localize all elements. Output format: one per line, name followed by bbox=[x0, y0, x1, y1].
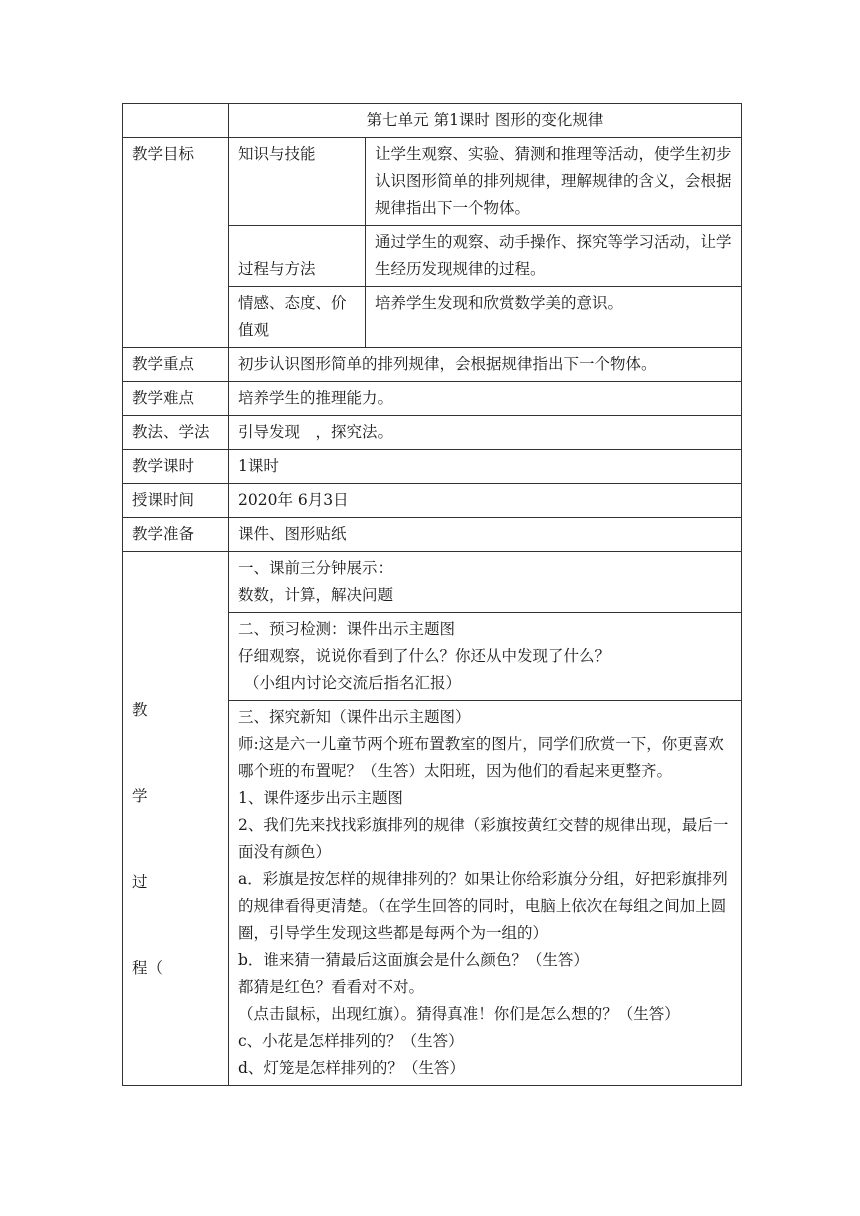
title-blank-cell bbox=[123, 104, 229, 138]
process-line: 1、课件逐步出示主题图 bbox=[238, 789, 403, 807]
info-label: 教学难点 bbox=[123, 382, 229, 416]
objectives-label: 教学目标 bbox=[123, 138, 229, 348]
process-label-spacer bbox=[132, 724, 219, 783]
process-line: 都猜是红色？看看对不对。 bbox=[238, 978, 425, 996]
process-label bbox=[123, 552, 229, 1086]
info-content: 初步认识图形简单的排列规律，会根据规律指出下一个物体。 bbox=[229, 348, 742, 382]
process-line: （点击鼠标，出现红旗）。猜得真准！你们是怎么想的？（生答） bbox=[238, 1005, 680, 1023]
info-label: 授课时间 bbox=[123, 484, 229, 518]
info-label: 教法、学法 bbox=[123, 416, 229, 450]
info-row-date bbox=[123, 484, 742, 518]
objective-label-knowledge: 知识与技能 bbox=[229, 138, 366, 226]
objective-label-process: 过程与方法 bbox=[229, 226, 366, 287]
info-label: 教学课时 bbox=[123, 450, 229, 484]
process-line: c、小花是怎样排列的？（生答） bbox=[238, 1032, 464, 1050]
process-label-spacer bbox=[132, 552, 219, 697]
process-line: 师:这是六一儿童节两个班布置教室的图片，同学们欣赏一下，你更喜欢哪个班的布置呢？（生答）太阳班，因为他们的看起来更整齐。 bbox=[238, 735, 724, 780]
process-line: 仔细观察，说说你看到了什么？你还从中发现了什么？ bbox=[238, 647, 611, 665]
info-content: 引导发现 ，探究法。 bbox=[229, 416, 742, 450]
process-line: 三、探究新知（课件出示主题图） bbox=[238, 708, 471, 726]
process-line: d、灯笼是怎样排列的？（生答） bbox=[238, 1059, 465, 1077]
info-content: 1课时 bbox=[229, 450, 742, 484]
info-content: 2020年 6月3日 bbox=[229, 484, 742, 518]
info-row-preparation bbox=[123, 518, 742, 552]
process-row-warmup bbox=[123, 552, 742, 613]
process-label-char: 教 bbox=[132, 701, 148, 719]
lesson-plan-table bbox=[122, 103, 742, 1086]
process-label-char: 程（ bbox=[132, 959, 164, 977]
lesson-title: 第七单元 第1课时 图形的变化规律 bbox=[229, 104, 742, 138]
process-label-char: 学 bbox=[132, 787, 148, 805]
process-section-explore bbox=[229, 701, 742, 1086]
process-line: b．谁来猜一猜最后这面旗会是什么颜色？（生答） bbox=[238, 951, 589, 969]
info-label: 教学重点 bbox=[123, 348, 229, 382]
process-label-char: 过 bbox=[132, 873, 148, 891]
objective-content-emotion: 培养学生发现和欣赏数学美的意识。 bbox=[366, 287, 742, 348]
objective-row-knowledge bbox=[123, 138, 742, 226]
process-label-spacer bbox=[132, 810, 219, 869]
title-row bbox=[123, 104, 742, 138]
info-content: 课件、图形贴纸 bbox=[229, 518, 742, 552]
info-label: 教学准备 bbox=[123, 518, 229, 552]
info-row-methods bbox=[123, 416, 742, 450]
process-label-spacer bbox=[132, 896, 219, 955]
objective-label-emotion: 情感、态度、价值观 bbox=[229, 287, 366, 348]
process-line: 数数，计算，解决问题 bbox=[238, 586, 394, 604]
process-line: a．彩旗是按怎样的规律排列的？如果让你给彩旗分分组，好把彩旗排列的规律看得更清楚。（在学生回答的同时，电脑上依次在每组之间加上圆圈，引导学生发现这些都是每两个为一组的） bbox=[238, 870, 728, 942]
objective-content-knowledge: 让学生观察、实验、猜测和推理等活动，使学生初步认识图形简单的排列规律，理解规律的含义，会根据规律指出下一个物体。 bbox=[366, 138, 742, 226]
process-line: 二、预习检测：课件出示主题图 bbox=[238, 620, 456, 638]
info-content: 培养学生的推理能力。 bbox=[229, 382, 742, 416]
info-row-periods bbox=[123, 450, 742, 484]
process-line: （小组内讨论交流后指名汇报） bbox=[244, 674, 462, 692]
info-row-difficulty bbox=[123, 382, 742, 416]
process-section-preview bbox=[229, 613, 742, 701]
process-line: 一、课前三分钟展示： bbox=[238, 559, 394, 577]
objective-content-process: 通过学生的观察、动手操作、探究等学习活动，让学生经历发现规律的过程。 bbox=[366, 226, 742, 287]
process-section-warmup bbox=[229, 552, 742, 613]
info-row-key-points bbox=[123, 348, 742, 382]
process-line: 2、我们先来找找彩旗排列的规律（彩旗按黄红交替的规律出现，最后一面没有颜色） bbox=[238, 816, 729, 861]
